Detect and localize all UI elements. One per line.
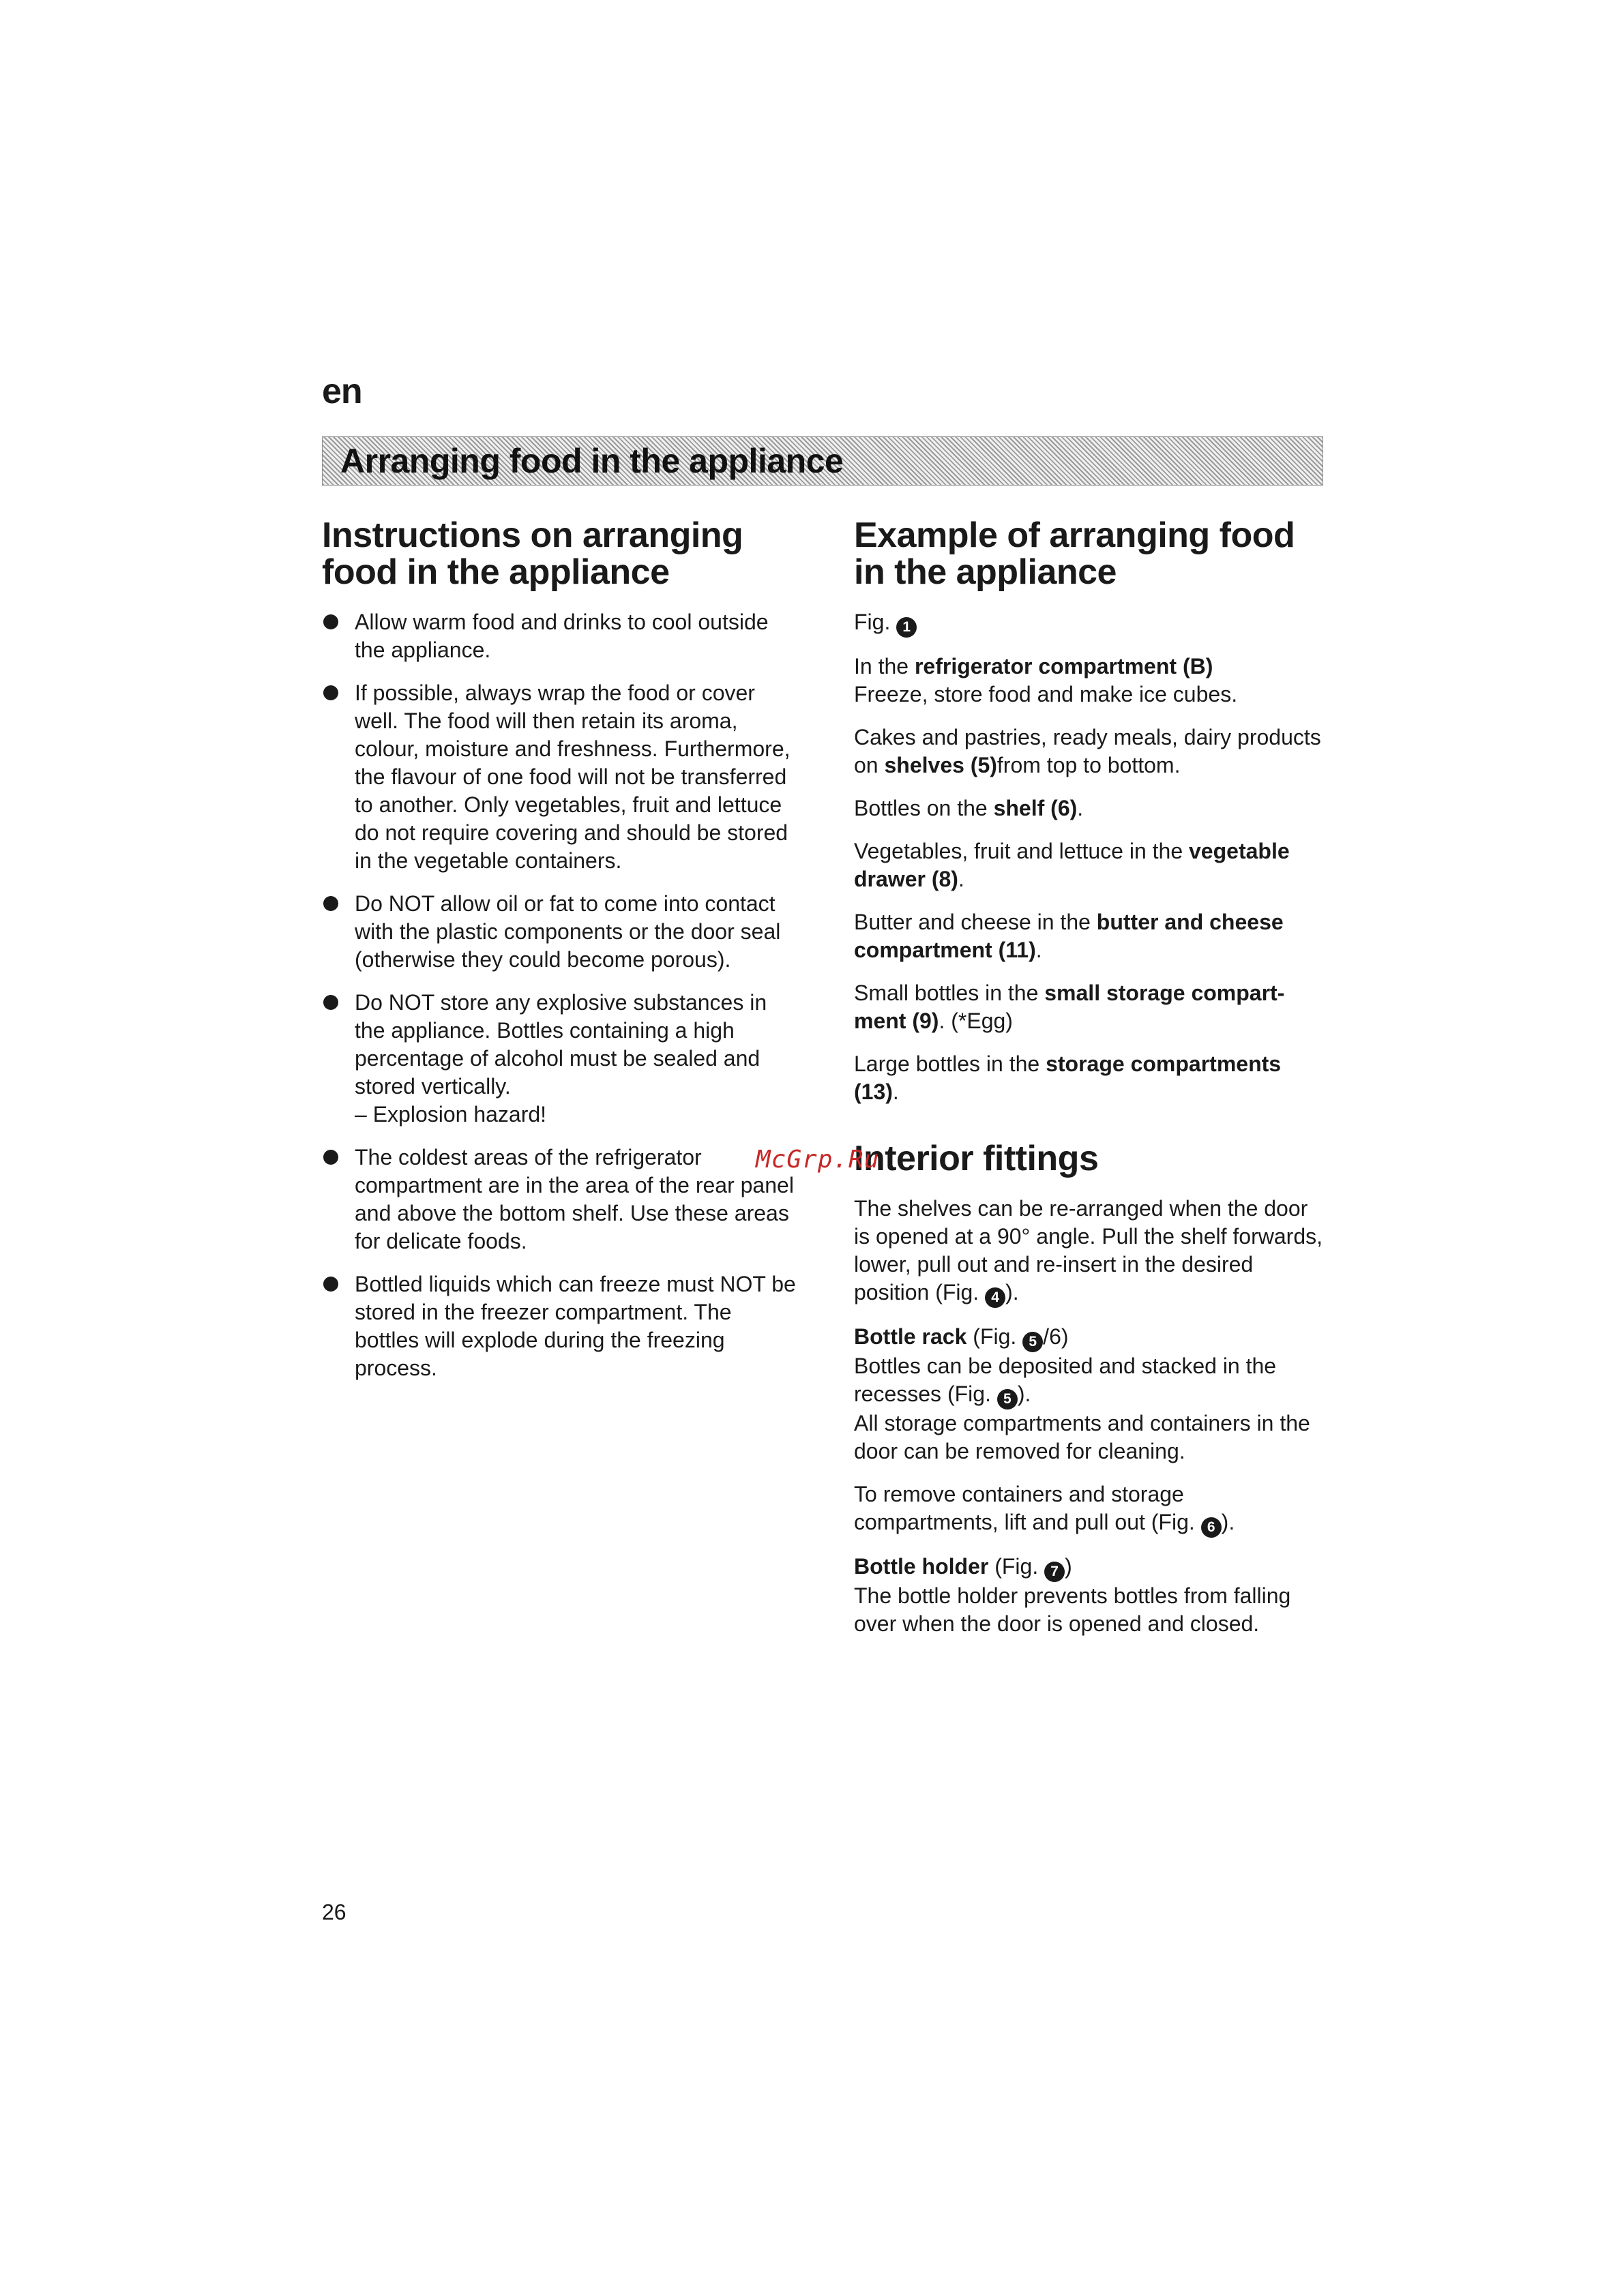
text: To remove containers and storage compartments, lift and pull out (Fig. (854, 1482, 1201, 1534)
figure-number-icon: 6 (1201, 1517, 1222, 1538)
paragraph-bottle-holder (854, 1553, 1325, 1638)
text: All storage compartments and containers in the door can be removed for cleaning. (854, 1411, 1310, 1463)
paragraph-bottle-rack (854, 1323, 1325, 1465)
text: from top to bottom. (996, 753, 1181, 777)
list-item (322, 608, 799, 664)
text: ). (1017, 1382, 1031, 1406)
right-column (854, 517, 1325, 1653)
left-column (322, 517, 799, 1397)
text: Bottles can be deposited and stacked in the recesses (Fig. (854, 1354, 1277, 1406)
text: /6) (1043, 1324, 1069, 1349)
list-item (322, 890, 799, 974)
interior-fittings-heading: Interior fittings (854, 1139, 1099, 1178)
language-code: en (322, 372, 362, 411)
paragraph-large-bottles (854, 1050, 1325, 1106)
text: ) (1065, 1554, 1072, 1579)
right-heading (854, 517, 1325, 591)
instructions-list (322, 608, 799, 1382)
list-item-text: Do NOT allow oil or fat to come into contact with the plastic components or the door seal (otherwise they could become porous). (355, 891, 781, 972)
text: . (892, 1079, 899, 1104)
explosion-note: – Explosion hazard! (355, 1102, 547, 1127)
text: Large bottles in the (854, 1052, 1046, 1076)
text: The shelves can be re-arranged when the door is opened at a 90° angle. Pull the shelf forwards, lower, pull out and re-insert in the desired position (Fig. (854, 1196, 1323, 1304)
list-item (322, 1270, 799, 1382)
right-heading-line1: Example of arranging food (854, 516, 1295, 555)
fig-label: Fig. (854, 610, 891, 634)
text: Vegetables, fruit and lettuce in the (854, 839, 1189, 863)
bold-term: refrigerator compartment (B) (914, 654, 1213, 679)
bullet-icon (323, 614, 338, 629)
text: . (1035, 938, 1042, 962)
text: Butter and cheese in the (854, 910, 1097, 934)
right-heading-line2: in the appliance (854, 552, 1117, 592)
list-item (322, 679, 799, 875)
list-item-text: Bottled liquids which can freeze must NOT be stored in the freezer compartment. The bottles will explode during the freezing process. (355, 1272, 796, 1380)
bold-term: shelves (5) (884, 753, 997, 777)
section-title: Arranging food in the appliance (340, 442, 844, 480)
figure-number-icon: 7 (1044, 1562, 1065, 1582)
text: Cakes and pastries, ready meals, dairy products on (854, 725, 1321, 777)
fig-reference (854, 608, 1325, 638)
paragraph-vegetable-drawer (854, 837, 1325, 893)
bold-term: vegetable drawer (8) (854, 839, 1290, 891)
paragraph-small-bottles (854, 979, 1325, 1035)
figure-number-icon: 5 (997, 1389, 1018, 1410)
text: (Fig. (988, 1554, 1045, 1579)
figure-number-icon: 1 (896, 617, 917, 638)
list-item-text: The coldest areas of the refrigerator compartment are in the area of the rear panel and above the bottom shelf. Use these areas for delicate foods. (355, 1145, 794, 1253)
text: The bottle holder prevents bottles from falling over when the door is opened and closed. (854, 1583, 1291, 1636)
left-heading-line1: Instructions on arranging (322, 516, 743, 555)
text: . (958, 867, 964, 891)
paragraph-butter-cheese (854, 908, 1325, 964)
text: (Fig. (966, 1324, 1023, 1349)
bold-term: Bottle holder (854, 1554, 989, 1579)
list-item (322, 989, 799, 1129)
bold-term: Bottle rack (854, 1324, 967, 1349)
left-heading-line2: food in the appliance (322, 552, 670, 592)
paragraph-bottles-shelf (854, 794, 1325, 822)
text: ). (1005, 1280, 1019, 1304)
list-item (322, 1144, 799, 1255)
paragraph-remove-containers (854, 1480, 1325, 1538)
left-heading (322, 517, 799, 591)
bold-term: shelf (6) (993, 796, 1078, 820)
paragraph-shelves (854, 724, 1325, 779)
text: Small bottles in the (854, 981, 1045, 1005)
text: ). (1221, 1510, 1235, 1534)
text: In the (854, 654, 915, 679)
text: Bottles on the (854, 796, 994, 820)
page-number: 26 (322, 1900, 346, 1924)
bold-term: storage compartments (13) (854, 1052, 1282, 1104)
watermark: McGrp.Ru (756, 1146, 880, 1174)
bullet-icon (323, 1277, 338, 1292)
text: . (1077, 796, 1084, 820)
bold-term: butter and cheese compartment (11) (854, 910, 1284, 962)
text: Freeze, store food and make ice cubes. (854, 682, 1238, 706)
section-title-banner (322, 436, 1323, 486)
list-item-text: Allow warm food and drinks to cool outside the appliance. (355, 610, 769, 662)
bullet-icon (323, 896, 338, 911)
bullet-icon (323, 685, 338, 700)
bullet-icon (323, 1150, 338, 1165)
text: . (*Egg) (939, 1009, 1013, 1033)
list-item-text: If possible, always wrap the food or cover well. The food will then retain its aroma, colour, moisture and freshness. Furthermore, the flavour of one food will not be transferred to another. Only vegetables, fruit and lettuce do not require covering and should be stored in the vegetable containers. (355, 681, 791, 873)
bullet-icon (323, 995, 338, 1010)
paragraph-shelves-rearrange (854, 1195, 1325, 1308)
figure-number-icon: 4 (985, 1287, 1005, 1308)
bold-term: small storage compart-ment (9) (854, 981, 1285, 1033)
list-item-text: Do NOT store any explosive substances in the appliance. Bottles containing a high percentage of alcohol must be sealed and stored vertically. (355, 990, 767, 1099)
figure-number-icon: 5 (1022, 1332, 1043, 1352)
paragraph-refrigerator (854, 653, 1325, 709)
